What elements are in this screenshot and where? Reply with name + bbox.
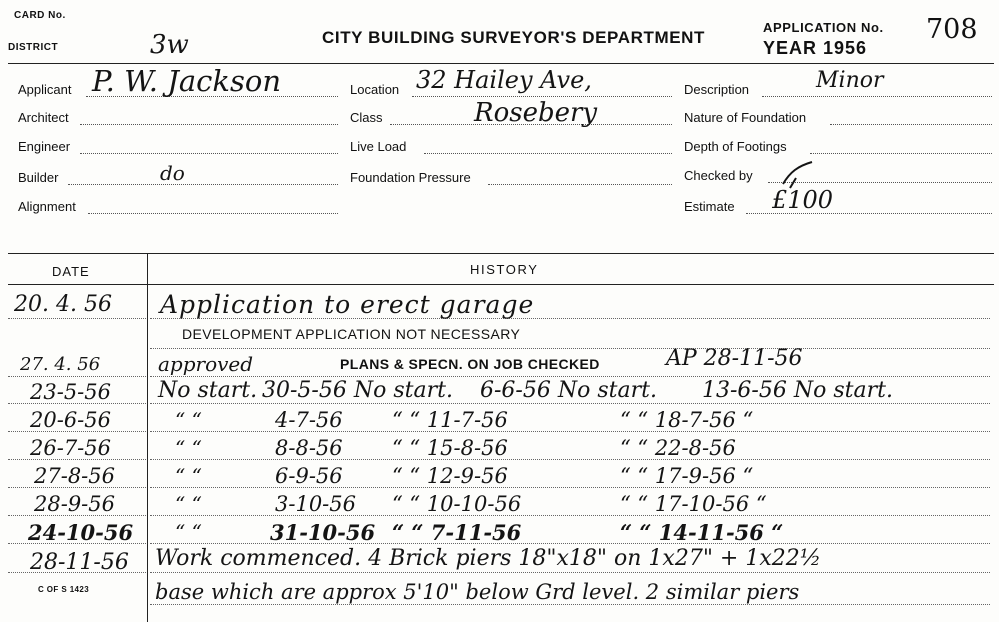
history-entry: base which are approx 5'10" below Grd level. 2 similar piers (155, 580, 800, 604)
builder-value: do (160, 161, 185, 185)
history-entry: Application to erect garage (160, 290, 535, 319)
foundation-pressure-line (488, 184, 672, 185)
depth-of-footings-line (810, 153, 992, 154)
history-entry-col1: “ “ (175, 436, 202, 460)
rule-3 (150, 376, 990, 377)
architect-line (80, 124, 338, 125)
form-code: C OF S 1423 (38, 585, 90, 594)
history-entry-col4: “ “ 18-7-56 “ (620, 408, 754, 432)
history-entry-col1: “ “ (175, 464, 202, 488)
alignment-label: Alignment (18, 199, 76, 214)
history-entry-col1: “ “ (175, 520, 202, 544)
date-rule-2 (8, 376, 146, 377)
date-rule-1 (8, 318, 146, 319)
history-entry-col2: 3-10-56 (275, 492, 356, 516)
history-top-border (8, 253, 994, 254)
stamp-plans-checked: PLANS & SPECN. ON JOB CHECKED (340, 356, 600, 372)
architect-label: Architect (18, 110, 69, 125)
alignment-line (88, 213, 338, 214)
class-label: Class (350, 110, 383, 125)
history-date: 24-10-56 (28, 520, 134, 545)
history-entry-col3: “ “ 11-7-56 (392, 408, 508, 432)
nature-of-foundation-label: Nature of Foundation (684, 110, 807, 125)
history-header: HISTORY (470, 262, 539, 277)
history-entry-col1: “ “ (175, 408, 202, 432)
history-date: 20. 4. 56 (14, 292, 112, 317)
applicant-label: Applicant (18, 82, 72, 97)
rule-10 (150, 572, 990, 573)
history-entry-col3: “ “ 7-11-56 (392, 520, 522, 545)
builder-label: Builder (18, 170, 59, 185)
history-date: 27-8-56 (34, 464, 115, 488)
rule-11 (150, 604, 990, 605)
district-label: DISTRICT (8, 42, 59, 53)
district-value: 3w (150, 30, 189, 60)
history-date: 23-5-56 (30, 380, 111, 404)
checked-by-label: Checked by (684, 168, 753, 183)
history-entry-col3: 6-6-56 No start. (480, 378, 657, 403)
rule-4 (150, 403, 990, 404)
application-number: 708 (926, 14, 978, 45)
history-date: 27. 4. 56 (20, 354, 101, 375)
history-entry-col3: “ “ 10-10-56 (392, 492, 522, 516)
description-label: Description (684, 82, 750, 97)
location-value-1: 32 Hailey Ave, (416, 66, 592, 94)
foundation-pressure-label: Foundation Pressure (350, 170, 471, 185)
rule-2 (150, 348, 990, 349)
history-entry-col4: “ “ 17-10-56 “ (620, 492, 767, 516)
description-line (762, 96, 992, 97)
estimate-value: £100 (772, 186, 834, 214)
plans-note-prefix: approved (158, 352, 254, 376)
estimate-label: Estimate (684, 199, 735, 214)
stamp-development-not-necessary: DEVELOPMENT APPLICATION NOT NECESSARY (182, 326, 521, 342)
history-entry-col2: 8-8-56 (275, 436, 343, 460)
date-header: DATE (52, 264, 90, 279)
history-entry-col4: “ “ 22-8-56 (620, 436, 736, 460)
location-line (412, 96, 672, 97)
history-date: 20-6-56 (30, 408, 111, 432)
history-entry-col2: 31-10-56 (270, 520, 376, 545)
live-load-label: Live Load (350, 139, 407, 154)
history-entry: Work commenced. 4 Brick piers 18"x18" on 1x27" + 1x22½ (155, 546, 822, 571)
location-label: Location (350, 82, 400, 97)
live-load-line (424, 153, 672, 154)
location-value-2: Rosebery (474, 98, 598, 128)
nature-of-foundation-line (830, 124, 992, 125)
year-label: YEAR 1956 (763, 38, 868, 58)
department-title: CITY BUILDING SURVEYOR'S DEPARTMENT (322, 28, 706, 47)
history-date: 26-7-56 (30, 436, 111, 460)
history-entry-col4: 13-6-56 No start. (702, 378, 893, 403)
card-no-label: CARD No. (14, 10, 66, 21)
history-date: 28-9-56 (34, 492, 115, 516)
history-entry-col3: “ “ 15-8-56 (392, 436, 508, 460)
date-column-divider (147, 253, 148, 622)
history-header-border (8, 284, 994, 285)
history-entry-col1: No start. (158, 378, 258, 403)
history-entry-col2: 30-5-56 No start. (262, 378, 453, 403)
description-value: Minor (816, 68, 884, 93)
history-entry-col4: “ “ 14-11-56 “ (620, 520, 784, 545)
history-entry-col3: “ “ 12-9-56 (392, 464, 508, 488)
history-date: 28-11-56 (30, 550, 129, 575)
history-entry-col2: 4-7-56 (275, 408, 343, 432)
engineer-label: Engineer (18, 139, 71, 154)
history-entry-col2: 6-9-56 (275, 464, 343, 488)
applicant-value: P. W. Jackson (92, 64, 281, 98)
application-no-label: APPLICATION No. (763, 20, 884, 35)
builder-line (68, 184, 338, 185)
depth-of-footings-label: Depth of Footings (684, 139, 787, 154)
history-entry-col1: “ “ (175, 492, 202, 516)
history-entry-col4: “ “ 17-9-56 “ (620, 464, 754, 488)
plans-note-suffix: AP 28-11-56 (666, 346, 803, 371)
engineer-line (80, 153, 338, 154)
